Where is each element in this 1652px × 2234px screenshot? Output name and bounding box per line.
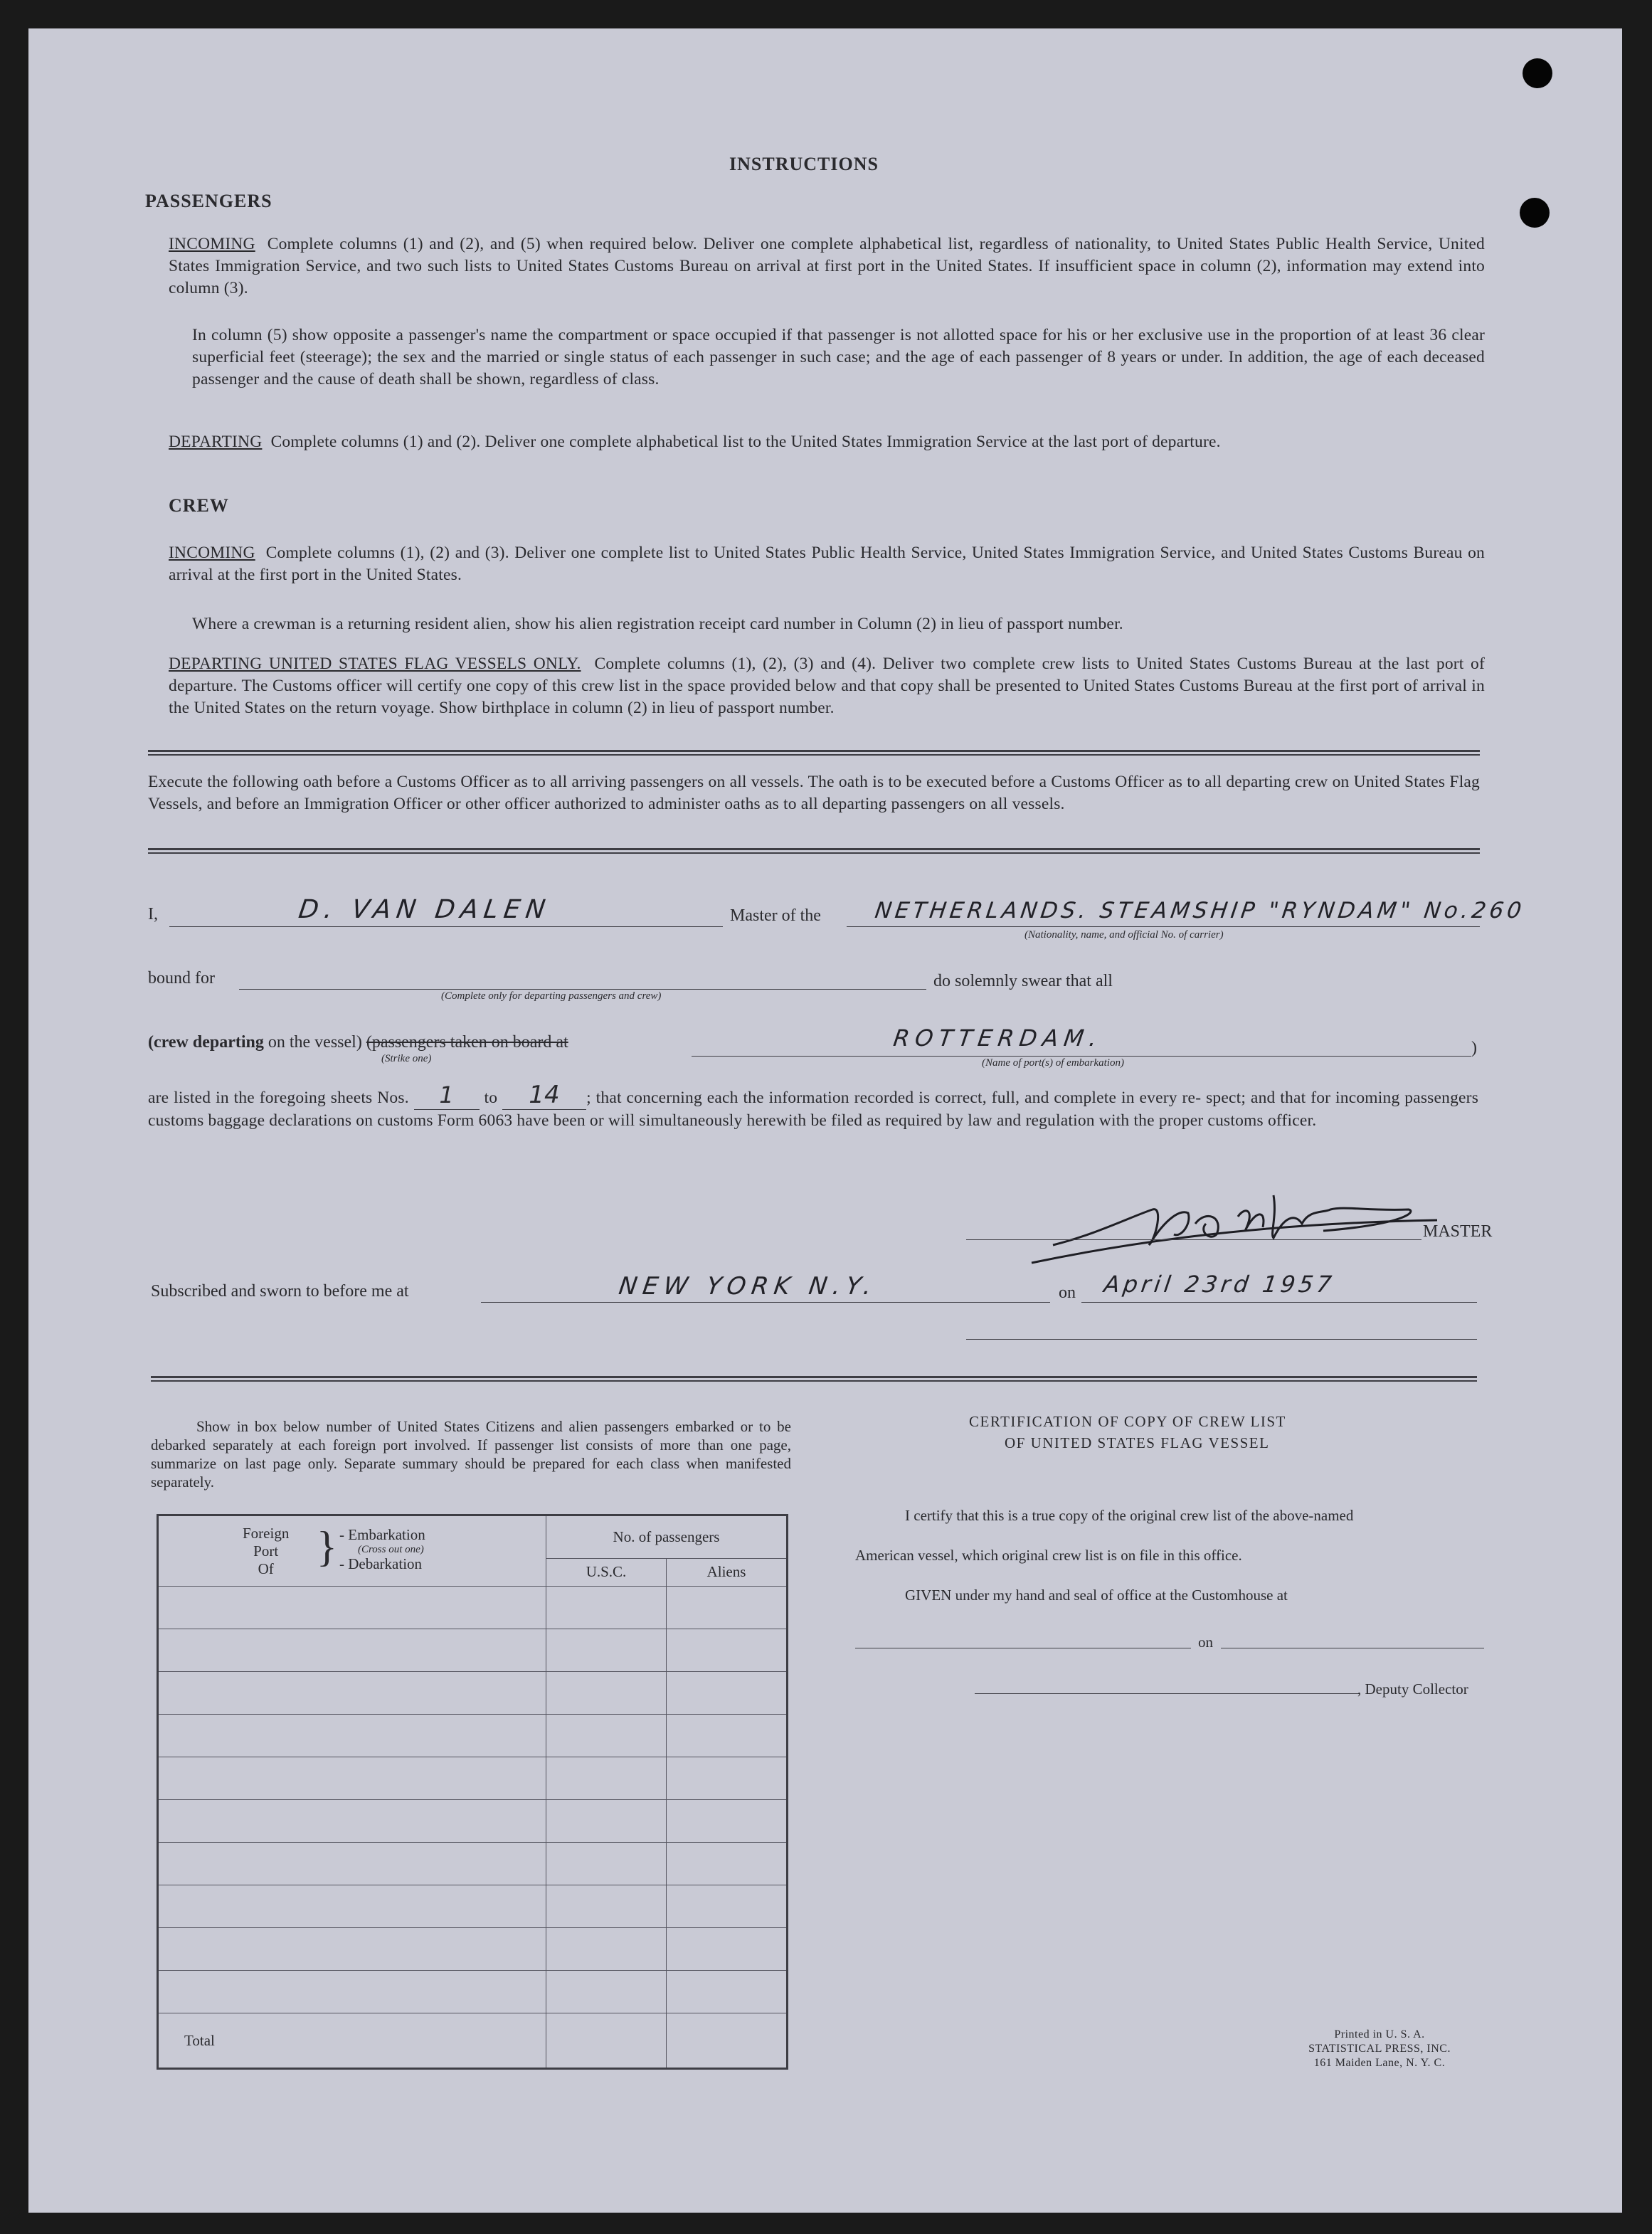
summary-instructions: Show in box below number of United States Citizens and alien passengers embarked or to be debarked separately at each foreign port involved. If passenger list consists of more than one page, summarize on last page only. Separate summary should be prepared for each class when manifested separately. [151, 1418, 791, 1491]
port-cell[interactable] [158, 1971, 546, 2013]
table-row [158, 1843, 788, 1885]
listed-text [148, 1081, 1479, 1132]
usc-cell[interactable] [546, 1715, 667, 1757]
printer-imprint [1276, 2028, 1483, 2070]
usc-cell[interactable] [546, 1757, 667, 1800]
aliens-cell[interactable] [667, 1757, 788, 1800]
table-row [158, 1587, 788, 1629]
no-of-passengers-header: No. of passengers [546, 1515, 788, 1559]
debarkation-option[interactable]: - Debarkation [339, 1555, 423, 1572]
sworn-date-value[interactable]: April 23rd 1957 [1102, 1271, 1337, 1298]
aliens-cell[interactable] [667, 1715, 788, 1757]
certify-text-1: I certify that this is a true copy of the original crew list of the above-named [905, 1507, 1354, 1524]
incoming-label: INCOMING [169, 235, 255, 253]
master-signature [1010, 1167, 1466, 1274]
certify-text-2: American vessel, which original crew list is on file in this office. [855, 1547, 1242, 1564]
bound-caption: (Complete only for departing passengers and crew) [441, 990, 662, 1002]
usc-cell[interactable] [546, 1971, 667, 2013]
passengers-incoming-text [169, 233, 1485, 300]
cross-out-note: (Cross out one) [358, 1544, 424, 1555]
departing-body: Complete columns (1) and (2). Deliver one complete alphabetical list to the United States Immigration Service at the last port of departure. [270, 433, 1221, 451]
divider [148, 848, 1480, 854]
on-the-vessel-text: on the vessel) [268, 1033, 362, 1052]
passenger-summary-table [157, 1514, 788, 2070]
usc-cell[interactable] [546, 1629, 667, 1672]
passengers-heading: PASSENGERS [145, 191, 272, 211]
port-value[interactable]: ROTTERDAM. [891, 1025, 1104, 1052]
table-row [158, 1757, 788, 1800]
aliens-cell[interactable] [667, 1587, 788, 1629]
master-label: MASTER [1423, 1222, 1493, 1241]
deputy-collector-label: , Deputy Collector [1357, 1680, 1468, 1698]
aliens-cell[interactable] [667, 1843, 788, 1885]
given-text: GIVEN under my hand and seal of office at the Customhouse at [905, 1587, 1288, 1604]
printer-line-1: Printed in U. S. A. [1334, 2028, 1425, 2040]
table-row [158, 1629, 788, 1672]
total-row [158, 2013, 788, 2069]
table-row [158, 1800, 788, 1843]
usc-cell[interactable] [546, 1885, 667, 1928]
bound-for-line [239, 989, 926, 990]
listed-suffix: ; that concerning each the information recorded is correct, full, and complete in every re- [586, 1089, 1202, 1107]
usc-cell[interactable] [546, 1928, 667, 1971]
column5-text: In column (5) show opposite a passenger's name the compartment or space occupied if that passenger is not allotted space for his or her exclusive use in the proportion of at least 36 clear superficial feet (steerage); the sex and the married or single status of each passenger in such case; and the age of each passenger of 8 years or under. In addition, the age of each deceased passenger and the cause of death shall be shown, regardless of class. [192, 326, 1485, 388]
form-page [28, 28, 1622, 2213]
master-name-value[interactable]: D. VAN DALEN [297, 895, 553, 924]
table-row [158, 1971, 788, 2013]
total-label: Total [158, 2013, 546, 2069]
port-cell[interactable] [158, 1715, 546, 1757]
port-line [692, 1056, 1471, 1057]
certification-title-1: CERTIFICATION OF COPY OF CREW LIST [969, 1413, 1286, 1430]
table-row [158, 1672, 788, 1715]
usc-total-cell[interactable] [546, 2013, 667, 2069]
certification-title-2: OF UNITED STATES FLAG VESSEL [1005, 1434, 1270, 1451]
listed-prefix: are listed in the foregoing sheets Nos. [148, 1089, 409, 1107]
crew-departing-label: DEPARTING UNITED STATES FLAG VESSELS ONLY. [169, 655, 581, 673]
page-title: INSTRUCTIONS [729, 154, 879, 174]
crew-departing-body: Complete columns (1), (2), (3) and (4). Deliver two complete crew lists to United States Customs Bureau at the last port of departure. The Customs officer will certify one copy of this crew list in the space provided below and that copy shall be presented to United States Customs Bureau at the first port of arrival in the United States on the return voyage. Show birthplace in column (2) in lieu of passport number. [169, 655, 1485, 717]
embarkation-option[interactable]: - Embarkation [339, 1526, 425, 1543]
sheet-from-text: 1 [439, 1081, 454, 1108]
sworn-place-line [481, 1302, 1050, 1303]
crew-incoming-label: INCOMING [169, 544, 255, 562]
sheet-to-value[interactable] [502, 1081, 586, 1110]
vessel-caption: (Nationality, name, and official No. of carrier) [1024, 929, 1224, 941]
master-of-label: Master of the [730, 906, 821, 925]
close-paren: ) [1471, 1039, 1477, 1057]
aliens-cell[interactable] [667, 1629, 788, 1672]
port-cell[interactable] [158, 1757, 546, 1800]
bound-for-label: bound for [148, 969, 215, 988]
divider [151, 1376, 1477, 1382]
divider [148, 750, 1480, 756]
vessel-value[interactable]: NETHERLANDS. STEAMSHIP "RYNDAM" No.260 [873, 898, 1527, 923]
aliens-header: Aliens [667, 1558, 788, 1586]
crew-incoming-text [169, 542, 1485, 586]
swear-label: do solemnly swear that all [933, 972, 1113, 990]
passengers-taken-struck: (passengers taken on board at [366, 1033, 568, 1052]
port-cell[interactable] [158, 1800, 546, 1843]
crew-heading: CREW [169, 495, 229, 516]
usc-cell[interactable] [546, 1587, 667, 1629]
port-caption: (Name of port(s) of embarkation) [982, 1057, 1124, 1069]
port-word: Port [253, 1542, 279, 1560]
crew-departing-text: (crew departing [148, 1033, 264, 1052]
port-cell[interactable] [158, 1587, 546, 1629]
strike-caption: (Strike one) [381, 1053, 432, 1064]
returning-alien-text: Where a crewman is a returning resident alien, show his alien registration receipt card number in Column (2) in lieu of passport number. [192, 615, 1123, 633]
port-cell[interactable] [158, 1672, 546, 1715]
usc-header: U.S.C. [546, 1558, 667, 1586]
embark-debark-options [339, 1526, 425, 1573]
vessel-line [847, 926, 1480, 927]
sworn-label: Subscribed and sworn to before me at [151, 1282, 409, 1301]
port-cell[interactable] [158, 1928, 546, 1971]
master-signature-line [966, 1239, 1421, 1240]
table-row [158, 1885, 788, 1928]
sworn-date-line [1081, 1302, 1477, 1303]
aliens-cell[interactable] [667, 1928, 788, 1971]
i-label: I, [148, 905, 158, 923]
usc-cell[interactable] [546, 1843, 667, 1885]
foreign-port-header [158, 1515, 546, 1587]
table-row [158, 1715, 788, 1757]
usc-cell[interactable] [546, 1800, 667, 1843]
cert-on-label: on [1198, 1634, 1213, 1651]
on-label: on [1059, 1283, 1076, 1302]
deputy-signature-line[interactable] [975, 1693, 1359, 1694]
aliens-cell[interactable] [667, 1971, 788, 2013]
foreign-port-of [243, 1525, 289, 1578]
printer-line-3: 161 Maiden Lane, N. Y. C. [1313, 2057, 1446, 2069]
departing-label: DEPARTING [169, 433, 263, 451]
listed-rest: spect; and that for incoming passengers customs baggage declarations on customs Form 6063 have been or will simultaneously herewith be filed as required by law and regulation with the proper customs officer. [148, 1089, 1479, 1130]
aliens-cell[interactable] [667, 1800, 788, 1843]
crew-departing-text [169, 653, 1485, 719]
printer-line-2: STATISTICAL PRESS, INC. [1308, 2043, 1451, 2055]
port-cell[interactable] [158, 1885, 546, 1928]
incoming-body: Complete columns (1) and (2), and (5) when required below. Deliver one complete alphabetical list, regardless of nationality, to United States Public Health Service, United States Immigration Service, and two such lists to United States Customs Bureau on arrival at first port in the United States. If insufficient space in column (2), information may extend into column (3). [169, 235, 1486, 297]
crew-incoming-body: Complete columns (1), (2) and (3). Deliver one complete list to United States Public Health Service, United States Immigration Service, and United States Customs Bureau on arrival at the first port in the United States. [169, 544, 1486, 584]
to-label: to [484, 1089, 498, 1107]
brace: } [317, 1523, 337, 1570]
port-cell[interactable] [158, 1843, 546, 1885]
punch-hole [1520, 198, 1550, 228]
sheet-from-value[interactable] [414, 1081, 480, 1110]
sheet-to-text: 14 [529, 1081, 560, 1109]
crew-passengers-line [148, 1033, 568, 1052]
aliens-total-cell[interactable] [667, 2013, 788, 2069]
oath-instructions: Execute the following oath before a Customs Officer as to all arriving passengers on all vessels. The oath is to be executed before a Customs Officer as to all departing crew on United States Flag Vessels, and before an Immigration Officer or other officer authorized to administer oaths as to all departing passengers on all vessels. [148, 773, 1480, 813]
officer-signature-line [966, 1339, 1477, 1340]
table-row [158, 1928, 788, 1971]
port-cell[interactable] [158, 1629, 546, 1672]
usc-cell[interactable] [546, 1672, 667, 1715]
master-name-line [169, 926, 723, 927]
aliens-cell[interactable] [667, 1885, 788, 1928]
of-word: Of [258, 1560, 274, 1577]
aliens-cell[interactable] [667, 1672, 788, 1715]
foreign-word: Foreign [243, 1525, 290, 1542]
sworn-place-value[interactable]: NEW YORK N.Y. [617, 1272, 879, 1301]
punch-hole [1523, 58, 1552, 88]
passengers-departing-text [169, 431, 1485, 453]
